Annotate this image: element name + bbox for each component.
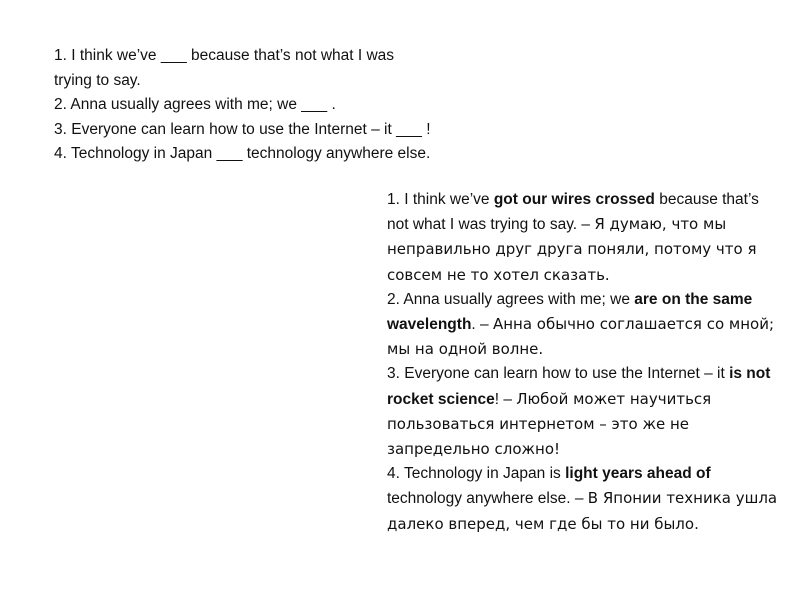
- answers-block: [387, 188, 782, 537]
- answer-item-1: [387, 188, 782, 288]
- answer-text-before: 2. Anna usually agrees with me; we: [387, 290, 635, 308]
- answer-item-4: [387, 462, 782, 537]
- answer-idiom: is not rocket science: [387, 365, 771, 408]
- answer-item-3: [387, 362, 782, 462]
- exercise-item-4: 4. Technology in Japan ___ technology anywhere else.: [54, 145, 431, 162]
- answer-translation: В Японии техника ушла далеко вперед, чем где бы то ни было.: [387, 489, 778, 533]
- exercise-block: [54, 44, 434, 167]
- answer-text-after: because that’s not what I was trying to say. –: [387, 191, 759, 234]
- exercise-item-2: 2. Anna usually agrees with me; we ___ .: [54, 96, 336, 113]
- answer-translation: Анна обычно соглашается со мной; мы на одной волне.: [387, 315, 774, 359]
- answer-text-after: technology anywhere else. –: [387, 490, 588, 508]
- answer-text-before: 4. Technology in Japan is: [387, 465, 566, 483]
- answer-item-2: [387, 288, 782, 363]
- answer-idiom: light years ahead of: [565, 465, 711, 483]
- answer-text-before: 3. Everyone can learn how to use the Internet – it: [387, 365, 730, 383]
- answer-text-after: . –: [471, 316, 493, 334]
- answer-idiom: got our wires crossed: [493, 191, 655, 208]
- exercise-item-3: 3. Everyone can learn how to use the Internet – it ___ !: [54, 120, 431, 138]
- answer-translation: Я думаю, что мы неправильно друг друга поняли, потому что я совсем не то хотел сказать.: [387, 215, 757, 284]
- answer-translation: Любой может научиться пользоваться интернетом – это же не запредельно сложно!: [387, 389, 712, 459]
- exercise-item-1: 1. I think we’ve ___ because that’s not what I was trying to say.: [54, 47, 395, 89]
- answer-idiom: are on the same wavelength: [387, 290, 753, 334]
- answer-text-before: 1. I think we’ve: [387, 191, 494, 208]
- answer-text-after: ! –: [494, 390, 517, 408]
